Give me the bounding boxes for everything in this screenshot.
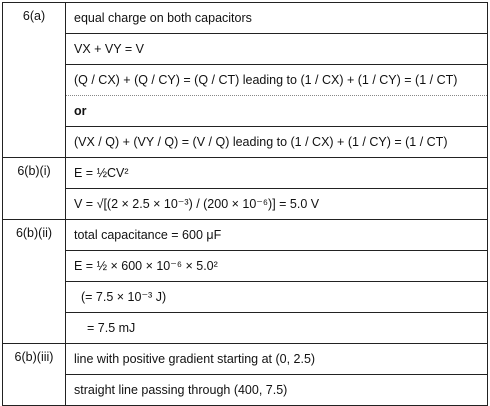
- table-row: [3, 34, 488, 65]
- table-row: [3, 251, 488, 282]
- answer-line: VX + VY = V: [66, 34, 488, 65]
- answer-line: total capacitance = 600 μF: [66, 220, 488, 251]
- table-row: [3, 158, 488, 189]
- answer-line: V = √[(2 × 2.5 × 10⁻³) / (200 × 10⁻⁶)] = 5.0 V: [66, 189, 488, 220]
- question-number: 6(b)(i): [3, 158, 66, 220]
- table-row: [3, 282, 488, 313]
- table-row: [3, 127, 488, 158]
- answer-line: (Q / CX) + (Q / CY) = (Q / CT) leading to (1 / CX) + (1 / CY) = (1 / CT): [66, 65, 488, 96]
- question-number: 6(a): [3, 3, 66, 158]
- table-row: [3, 220, 488, 251]
- question-number: 6(b)(ii): [3, 220, 66, 344]
- answer-line: (VX / Q) + (VY / Q) = (V / Q) leading to (1 / CX) + (1 / CY) = (1 / CT): [66, 127, 488, 158]
- answer-line: E = ½CV²: [66, 158, 488, 189]
- answer-line: equal charge on both capacitors: [66, 3, 488, 34]
- table-row: [3, 3, 488, 34]
- table-row: [3, 96, 488, 127]
- question-number: 6(b)(iii): [3, 344, 66, 406]
- answer-line: E = ½ × 600 × 10⁻⁶ × 5.0²: [66, 251, 488, 282]
- table-row: [3, 189, 488, 220]
- mark-scheme-table: [2, 2, 488, 406]
- answer-line: straight line passing through (400, 7.5): [66, 375, 488, 406]
- table-row: [3, 65, 488, 96]
- answer-line: line with positive gradient starting at (0, 2.5): [66, 344, 488, 375]
- table-row: [3, 375, 488, 406]
- table-row: [3, 344, 488, 375]
- table-row: [3, 313, 488, 344]
- answer-line: (= 7.5 × 10⁻³ J): [66, 282, 488, 313]
- answer-line-or: or: [66, 96, 488, 127]
- answer-line: = 7.5 mJ: [66, 313, 488, 344]
